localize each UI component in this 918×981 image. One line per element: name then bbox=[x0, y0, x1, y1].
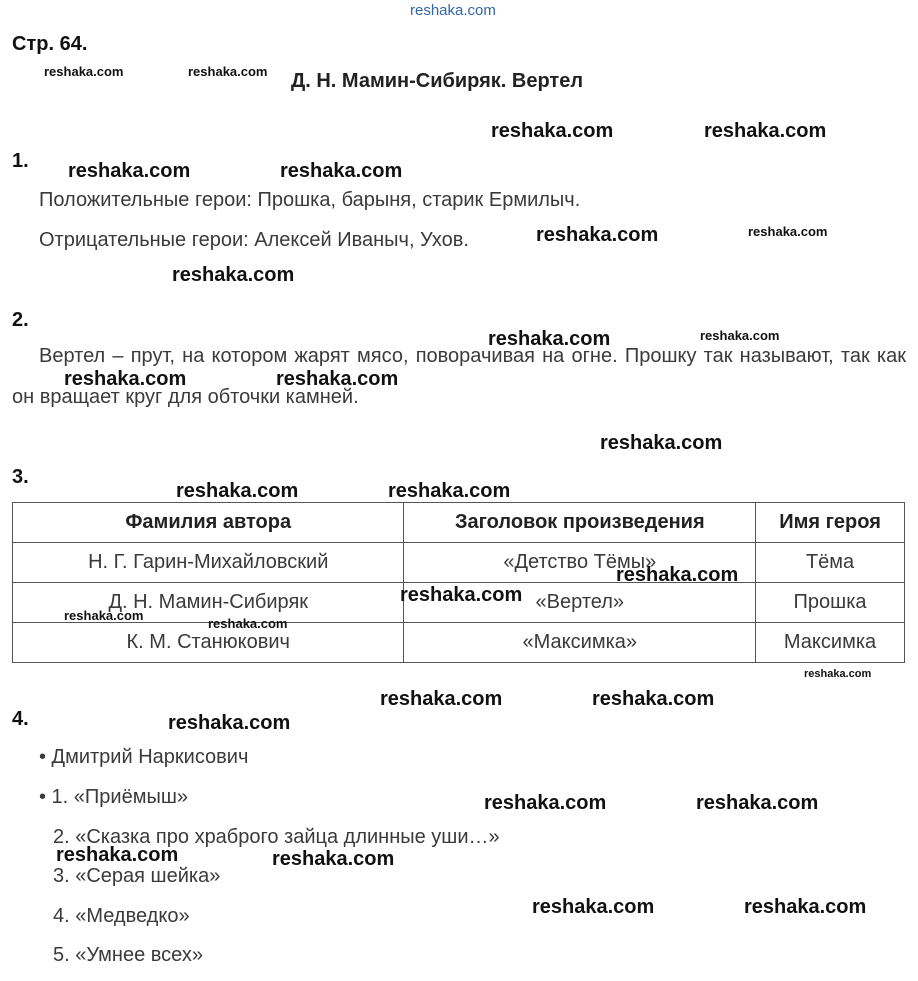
watermark: reshaka.com bbox=[388, 480, 511, 502]
watermark: reshaka.com bbox=[700, 328, 780, 343]
authors-table bbox=[12, 502, 905, 663]
watermark: reshaka.com bbox=[68, 160, 191, 182]
watermark: reshaka.com bbox=[64, 608, 144, 623]
table-cell: «Максимка» bbox=[404, 623, 756, 663]
table-header-author: Фамилия автора bbox=[13, 503, 404, 543]
watermark: reshaka.com bbox=[168, 712, 291, 734]
watermark: reshaka.com bbox=[172, 264, 295, 286]
watermark: reshaka.com bbox=[380, 688, 503, 710]
table-cell: «Детство Тёмы» bbox=[404, 543, 756, 583]
q4-bullet-works: • 1. «Приёмыш» bbox=[39, 786, 189, 808]
page-title: Д. Н. Мамин-Сибиряк. Вертел bbox=[291, 70, 584, 92]
q4-work-item: 3. «Серая шейка» bbox=[53, 865, 221, 887]
watermark: reshaka.com bbox=[280, 160, 403, 182]
q4-work-item: 2. «Сказка про храброго зайца длинные уши…» bbox=[53, 826, 500, 848]
table-cell: «Вертел» bbox=[404, 583, 756, 623]
q1-negative-heroes: Отрицательные герои: Алексей Иваныч, Ухов. bbox=[39, 229, 469, 251]
watermark: reshaka.com bbox=[592, 688, 715, 710]
question-2-number: 2. bbox=[12, 309, 29, 331]
watermark: reshaka.com bbox=[176, 480, 299, 502]
question-1-number: 1. bbox=[12, 150, 29, 172]
watermark: reshaka.com bbox=[188, 64, 268, 79]
watermark: reshaka.com bbox=[400, 584, 523, 606]
question-4-number: 4. bbox=[12, 708, 29, 730]
watermark: reshaka.com bbox=[600, 432, 723, 454]
page-number: Стр. 64. bbox=[12, 33, 88, 55]
table-cell: Максимка bbox=[756, 623, 905, 663]
q1-positive-heroes: Положительные герои: Прошка, барыня, старик Ермилыч. bbox=[39, 189, 581, 211]
watermark: reshaka.com bbox=[484, 792, 607, 814]
table-header-work: Заголовок произведения bbox=[404, 503, 756, 543]
watermark: reshaka.com bbox=[44, 64, 124, 79]
watermark: reshaka.com bbox=[744, 896, 867, 918]
watermark: reshaka.com bbox=[748, 224, 828, 239]
question-3-number: 3. bbox=[12, 466, 29, 488]
watermark: reshaka.com bbox=[276, 368, 399, 390]
table-cell: Тёма bbox=[756, 543, 905, 583]
watermark: reshaka.com bbox=[696, 792, 819, 814]
table-row bbox=[13, 623, 905, 663]
table-cell: Прошка bbox=[756, 583, 905, 623]
watermark: reshaka.com bbox=[491, 120, 614, 142]
table-header-row bbox=[13, 503, 905, 543]
watermark: reshaka.com bbox=[56, 844, 179, 866]
watermark: reshaka.com bbox=[272, 848, 395, 870]
watermark: reshaka.com bbox=[64, 368, 187, 390]
site-watermark-top: reshaka.com bbox=[410, 2, 496, 19]
watermark: reshaka.com bbox=[616, 564, 739, 586]
table-cell: К. М. Станюкович bbox=[13, 623, 404, 663]
table-row bbox=[13, 543, 905, 583]
table-cell: Н. Г. Гарин-Михайловский bbox=[13, 543, 404, 583]
watermark: reshaka.com bbox=[532, 896, 655, 918]
watermark: reshaka.com bbox=[804, 668, 872, 680]
watermark: reshaka.com bbox=[536, 224, 659, 246]
q4-work-item: 5. «Умнее всех» bbox=[53, 944, 203, 966]
table-header-hero: Имя героя bbox=[756, 503, 905, 543]
table-cell: Д. Н. Мамин-Сибиряк bbox=[13, 583, 404, 623]
watermark: reshaka.com bbox=[208, 616, 288, 631]
watermark: reshaka.com bbox=[704, 120, 827, 142]
q2-paragraph: Вертел – прут, на котором жарят мясо, поворачивая на огне. Прошку так называют, так как он вращает круг для обточки камней. bbox=[12, 345, 906, 408]
q4-work-item: 4. «Медведко» bbox=[53, 905, 190, 927]
watermark: reshaka.com bbox=[488, 328, 611, 350]
q4-bullet-name: • Дмитрий Наркисович bbox=[39, 746, 249, 768]
